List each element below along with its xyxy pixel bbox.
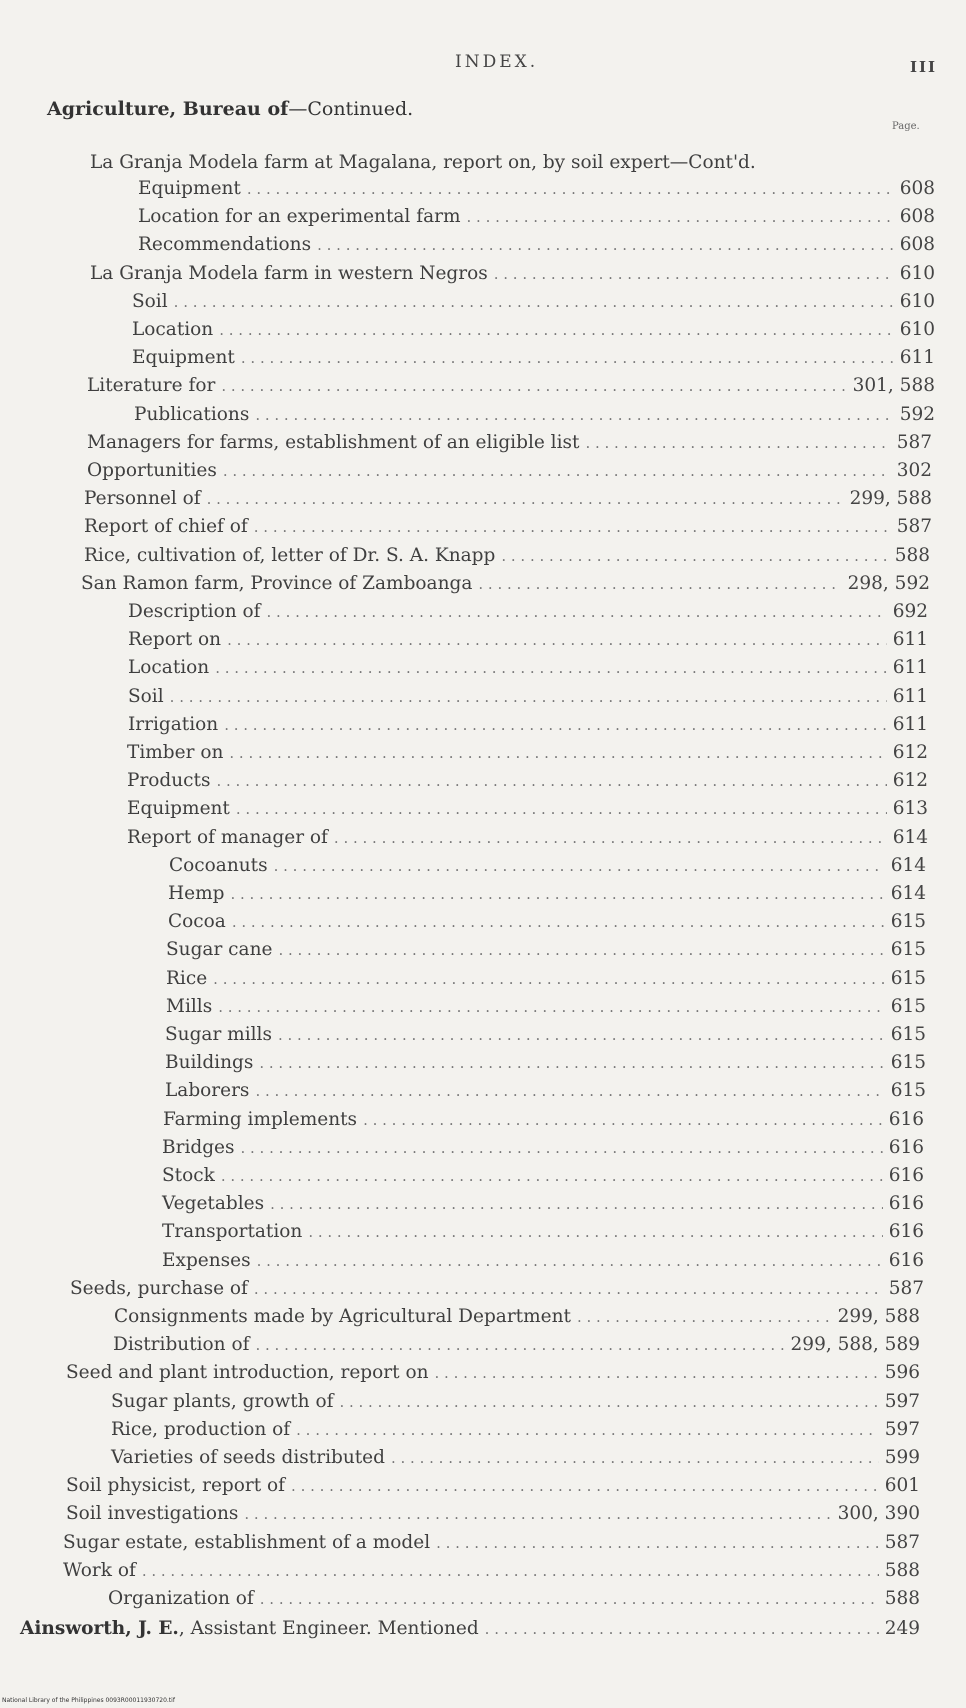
dot-leader <box>494 265 894 283</box>
index-entry <box>138 234 935 260</box>
entry-text: Personnel of <box>84 488 201 510</box>
entry-page-ref: 692 <box>892 601 928 622</box>
index-entry <box>127 798 928 824</box>
entry-page-ref: 615 <box>890 995 926 1017</box>
entry-page-ref: 610 <box>899 319 935 340</box>
index-entry <box>168 911 926 937</box>
entry-page-ref: 608 <box>899 178 935 199</box>
index-entry <box>166 939 926 965</box>
entry-text: Recommendations <box>138 234 312 256</box>
entry-page-ref: 615 <box>890 967 926 989</box>
dot-leader <box>244 1505 831 1523</box>
index-entry <box>132 347 935 373</box>
entry-page-ref: 299, 588 <box>849 488 932 510</box>
index-entry <box>84 516 932 542</box>
entry-page-ref: 611 <box>892 685 928 707</box>
index-entry <box>63 1560 920 1586</box>
entry-text: Seeds, purchase of <box>70 1277 248 1299</box>
dot-leader <box>257 1252 883 1270</box>
entry-page-ref: 612 <box>892 742 928 763</box>
index-entry <box>166 968 926 994</box>
index-entry <box>128 601 928 627</box>
index-entry <box>111 1391 920 1417</box>
entry-page-ref: 299, 588, 589 <box>790 1334 920 1356</box>
entry-text: Distribution of <box>113 1334 250 1356</box>
entry-page-ref: 300, 390 <box>837 1503 920 1525</box>
entry-page-ref: 616 <box>888 1136 924 1158</box>
index-entry <box>127 827 928 853</box>
index-entry <box>162 1221 924 1247</box>
entry-text: Buildings <box>165 1052 254 1074</box>
entry-text: Equipment <box>127 798 230 820</box>
dot-leader <box>236 800 887 818</box>
index-entry <box>128 657 928 683</box>
dot-leader <box>241 349 894 367</box>
index-entry <box>169 855 926 881</box>
dot-leader <box>247 180 894 198</box>
index-entry <box>90 263 935 289</box>
dot-leader <box>436 1534 879 1552</box>
index-entry <box>163 1109 924 1135</box>
entry-page-ref: 614 <box>892 826 928 848</box>
entry-text: San Ramon farm, Province of Zamboanga <box>81 572 473 594</box>
index-entry <box>162 1250 924 1276</box>
entry-page-ref: 588 <box>894 544 930 566</box>
dot-leader <box>391 1449 879 1467</box>
dot-leader <box>227 631 887 649</box>
dot-leader <box>254 1280 883 1298</box>
dot-leader <box>291 1477 879 1495</box>
entry-text: Work of <box>63 1559 136 1581</box>
dot-leader <box>255 1082 884 1100</box>
entry-text: Timber on <box>127 742 224 763</box>
dot-leader <box>278 941 884 959</box>
dot-leader <box>216 772 886 790</box>
entry-text: Expenses <box>162 1249 251 1271</box>
dot-leader <box>230 885 884 903</box>
entry-text: Farming implements <box>163 1108 358 1130</box>
dot-leader <box>339 1393 878 1411</box>
index-entry <box>87 460 932 486</box>
dot-leader <box>585 434 890 452</box>
entry-page-ref: 596 <box>884 1362 920 1384</box>
page-title: INDEX. <box>455 52 539 72</box>
entry-page-ref: 249 <box>884 1618 920 1640</box>
index-entry <box>114 1306 920 1332</box>
dot-leader <box>485 1620 879 1638</box>
dot-leader <box>223 462 891 480</box>
scan-source-footer: National Library of the Philippines 0093R00011930720.tif <box>2 1697 175 1704</box>
dot-leader <box>221 377 846 395</box>
entry-text: Soil <box>132 290 168 312</box>
entry-text: Managers for farms, establishment of an eligible list <box>87 431 580 453</box>
index-entry <box>113 1334 920 1360</box>
entry-text: Report of chief of <box>84 516 248 538</box>
dot-leader <box>219 321 893 339</box>
entry-page-ref: 615 <box>890 939 926 961</box>
entry-text: Literature for <box>87 375 216 397</box>
entry-text: Soil <box>128 685 164 707</box>
dot-leader <box>218 998 885 1016</box>
index-entry <box>66 1503 920 1529</box>
entry-text: Description of <box>128 601 261 622</box>
entry-text: Irrigation <box>128 713 219 735</box>
dot-leader <box>577 1308 832 1326</box>
entry-text: Publications <box>134 403 250 425</box>
section-heading <box>47 98 413 120</box>
dot-leader <box>221 1167 883 1185</box>
entry-name-bold: Ainsworth, J. E. <box>20 1618 179 1640</box>
entry-page-ref: 588 <box>884 1588 920 1609</box>
index-entry-ainsworth <box>20 1618 920 1644</box>
entry-text: Equipment <box>132 347 235 369</box>
entry-text: Rice, cultivation of, letter of Dr. S. A. Knapp <box>84 544 496 566</box>
index-entry <box>128 714 928 740</box>
index-entry <box>108 1588 920 1614</box>
index-entry <box>87 375 935 401</box>
index-entry <box>87 432 932 458</box>
running-head <box>0 52 966 82</box>
index-entry <box>165 1080 926 1106</box>
entry-page-ref: 612 <box>892 770 928 792</box>
entry-page-ref: 614 <box>890 883 926 904</box>
dot-leader <box>255 406 893 424</box>
dot-leader <box>174 293 894 311</box>
index-entry <box>162 1165 924 1191</box>
entry-page-ref: 615 <box>890 1080 926 1102</box>
entry-page-ref: 298, 592 <box>847 572 930 594</box>
index-entry <box>84 545 930 571</box>
entry-page-ref: 587 <box>888 1277 924 1299</box>
entry-text: Laborers <box>165 1080 250 1102</box>
entry-page-ref: 608 <box>899 234 935 256</box>
entry-text: Sugar estate, establishment of a model <box>63 1531 431 1553</box>
index-entry <box>127 742 928 768</box>
entry-page-ref: 616 <box>888 1165 924 1186</box>
dot-leader <box>270 1195 883 1213</box>
entry-text: Opportunities <box>87 460 217 481</box>
entry-text: Bridges <box>162 1136 235 1158</box>
entry-page-ref: 611 <box>892 713 928 735</box>
dot-leader <box>478 575 841 593</box>
entry-page-ref: 615 <box>890 911 926 933</box>
dot-leader <box>467 208 894 226</box>
entry-text: Rice, production of <box>111 1418 291 1440</box>
dot-leader <box>254 518 891 536</box>
dot-leader <box>215 659 886 677</box>
index-entry <box>111 1447 920 1473</box>
entry-page-ref: 587 <box>884 1531 920 1553</box>
entry-text: Cocoa <box>168 911 226 933</box>
index-entry <box>66 1475 920 1501</box>
entry-text: Varieties of seeds distributed <box>111 1447 385 1468</box>
dot-leader <box>240 1139 882 1157</box>
dot-leader <box>259 1054 884 1072</box>
index-entry <box>63 1532 920 1558</box>
entry-page-ref: 610 <box>899 262 935 284</box>
index-entry <box>128 686 928 712</box>
section-heading-bold: Agriculture, Bureau of <box>47 98 289 120</box>
entry-text: La Granja Modela farm in western Negros <box>90 262 488 284</box>
entry-page-ref: 614 <box>890 854 926 876</box>
entry-text: Seed and plant introduction, report on <box>66 1362 429 1384</box>
index-entry <box>66 1362 920 1388</box>
dot-leader <box>267 603 887 621</box>
entry-page-ref: 613 <box>892 798 928 820</box>
entry-text: Vegetables <box>162 1193 265 1215</box>
entry-text: Cocoanuts <box>169 854 268 876</box>
entry-text: Location <box>128 657 210 679</box>
section-heading-continued: —Continued. <box>288 98 414 120</box>
entry-page-ref: 615 <box>890 1052 926 1074</box>
entry-text: Location for an experimental farm <box>138 206 461 228</box>
dot-leader <box>317 236 894 254</box>
entry-text: Organization of <box>108 1588 254 1609</box>
entry-page-ref: 597 <box>884 1418 920 1440</box>
dot-leader <box>207 490 844 508</box>
dot-leader <box>260 1590 879 1608</box>
entry-page-ref: 610 <box>899 290 935 312</box>
entry-text: Sugar cane <box>166 939 273 961</box>
index-entry <box>132 319 935 345</box>
entry-text: La Granja Modela farm at Magalana, report on, by soil expert—Cont'd. <box>90 152 756 173</box>
entry-text: Location <box>132 319 214 340</box>
dot-leader <box>170 688 887 706</box>
page-column-label: Page. <box>892 121 920 132</box>
entry-description: , Assistant Engineer. Mentioned <box>178 1618 479 1640</box>
entry-page-ref: 592 <box>899 403 935 425</box>
entry-page-ref: 616 <box>888 1249 924 1271</box>
entry-text: Mills <box>166 995 213 1017</box>
entry-text: Sugar plants, growth of <box>111 1390 334 1412</box>
entry-page-ref: 601 <box>884 1475 920 1497</box>
entry-text: Soil investigations <box>66 1503 239 1525</box>
dot-leader <box>274 857 885 875</box>
entry-text: Consignments made by Agricultural Department <box>114 1306 571 1327</box>
dot-leader <box>232 913 885 931</box>
entry-text: Soil physicist, report of <box>66 1475 286 1497</box>
entry-page-ref: 587 <box>896 431 932 453</box>
dot-leader <box>229 744 886 762</box>
dot-leader <box>334 829 887 847</box>
dot-leader <box>363 1111 883 1129</box>
index-entry <box>84 488 932 514</box>
index-entry <box>165 1024 926 1050</box>
dot-leader <box>213 970 885 988</box>
index-entry <box>162 1137 924 1163</box>
index-entry <box>90 152 855 178</box>
index-entry <box>162 1193 924 1219</box>
entry-page-ref: 611 <box>892 629 928 651</box>
entry-text: Rice <box>166 967 208 989</box>
index-entry <box>138 178 935 204</box>
entry-page-ref: 611 <box>899 347 935 369</box>
entry-page-ref: 587 <box>896 516 932 538</box>
dot-leader <box>224 716 887 734</box>
entry-text: Report on <box>128 629 222 651</box>
index-entry <box>128 629 928 655</box>
entry-page-ref: 616 <box>888 1108 924 1130</box>
entry-page-ref: 608 <box>899 206 935 228</box>
entry-text: Equipment <box>138 178 241 199</box>
dot-leader <box>308 1223 882 1241</box>
dot-leader <box>142 1562 879 1580</box>
dot-leader <box>255 1336 784 1354</box>
entry-text: Report of manager of <box>127 826 328 848</box>
index-entry <box>127 770 928 796</box>
entry-page-ref: 302 <box>896 460 932 481</box>
entry-page-ref: 301, 588 <box>852 375 935 397</box>
entry-text: Sugar mills <box>165 1024 272 1045</box>
entry-text <box>20 1618 479 1639</box>
index-entry <box>132 291 935 317</box>
entry-text: Hemp <box>168 883 225 904</box>
entry-text: Transportation <box>162 1221 303 1243</box>
dot-leader <box>296 1421 879 1439</box>
dot-leader <box>278 1026 885 1044</box>
index-entry <box>138 206 935 232</box>
index-entry <box>134 404 935 430</box>
entry-page-ref: 588 <box>884 1559 920 1581</box>
index-entry <box>166 996 926 1022</box>
index-entry <box>81 573 930 599</box>
entry-page-ref: 616 <box>888 1221 924 1243</box>
entry-page-ref: 616 <box>888 1193 924 1215</box>
index-entry <box>168 883 926 909</box>
entry-page-ref: 299, 588 <box>837 1306 920 1327</box>
index-entry <box>165 1052 926 1078</box>
dot-leader <box>435 1364 879 1382</box>
entry-page-ref: 597 <box>884 1390 920 1412</box>
entry-text: Stock <box>162 1165 215 1186</box>
index-entry <box>111 1419 920 1445</box>
entry-text: Products <box>127 770 211 792</box>
index-entry <box>70 1278 924 1304</box>
page-number: III <box>910 58 938 76</box>
dot-leader <box>501 547 888 565</box>
entry-page-ref: 611 <box>892 657 928 679</box>
entry-page-ref: 599 <box>884 1447 920 1468</box>
entry-page-ref: 615 <box>890 1024 926 1045</box>
